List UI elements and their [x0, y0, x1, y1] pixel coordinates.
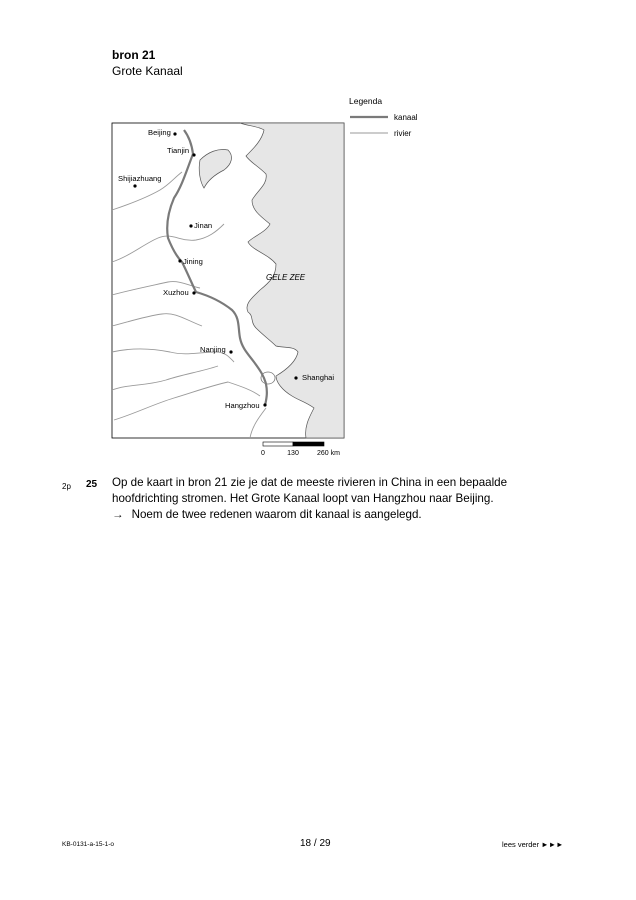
city-label-jinan: Jinan	[194, 221, 213, 230]
city-label-shanghai: Shanghai	[302, 373, 335, 382]
question-number: 25	[86, 479, 98, 490]
question-body	[112, 475, 552, 523]
question-instruction-row	[112, 507, 552, 523]
city-label-shijiazhuang: Shijiazhuang	[118, 174, 162, 183]
question-text: Op de kaart in bron 21 zie je dat de meeste rivieren in China in een bepaalde hoofdrichting stromen. Het Grote Kanaal loopt van Hangzhou naar Beijing.	[112, 476, 508, 505]
question-instruction: Noem de twee redenen waarom dit kanaal is aangelegd.	[131, 508, 422, 521]
city-label-tianjin: Tianjin	[167, 146, 190, 155]
city-label-beijing: Beijing	[148, 128, 171, 137]
footer-page-number: 18 / 29	[300, 838, 331, 849]
scale-tick-260: 260 km	[317, 450, 340, 457]
scale-tick-130: 130	[287, 450, 299, 457]
footer-next: lees verder ►►►	[502, 840, 564, 849]
footer-code: KB-0131-a-15-1-o	[62, 841, 115, 848]
grand-canal-map	[100, 90, 430, 462]
scale-bar	[261, 442, 340, 457]
source-title: bron 21	[112, 48, 156, 62]
legend	[349, 96, 418, 138]
source-subtitle: Grote Kanaal	[112, 64, 183, 78]
city-label-xuzhou: Xuzhou	[163, 288, 189, 297]
question-points: 2p	[62, 482, 71, 491]
city-label-nanjing: Nanjing	[200, 345, 226, 354]
arrow-icon: →	[112, 508, 124, 521]
legend-canal-label: kanaal	[394, 113, 418, 122]
legend-river-label: rivier	[394, 129, 412, 138]
legend-title: Legenda	[349, 96, 383, 106]
city-label-hangzhou: Hangzhou	[225, 401, 260, 410]
city-label-jining: Jining	[183, 257, 203, 266]
scale-tick-0: 0	[261, 450, 265, 457]
sea-label: GELE ZEE	[266, 273, 306, 282]
